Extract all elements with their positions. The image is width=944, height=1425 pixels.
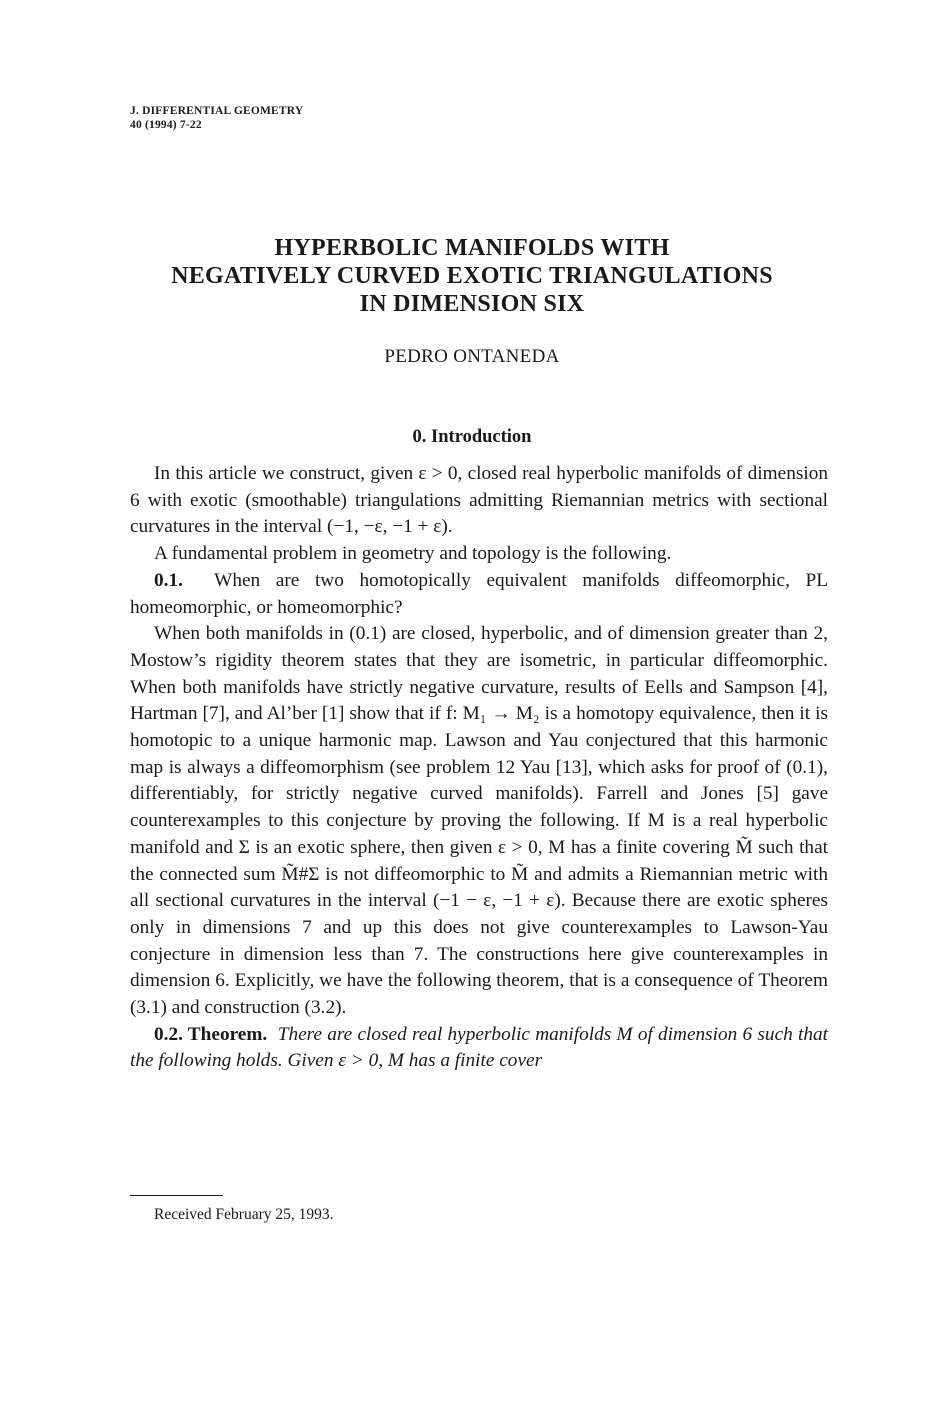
- paragraph-intro: In this article we construct, given ε > 0, closed real hyperbolic manifolds of dimension 6 with exotic (smoothable) triangulations admitting Riemannian metrics with sectional curvatures in the interval (−1, −ε, −1 + ε).: [130, 463, 828, 538]
- paragraph-background: When both manifolds in (0.1) are closed, hyperbolic, and of dimension greater than 2, Mostow’s rigidity theorem states that they are isometric, in particular diffeomorphic. When both manifolds have strictly negative curvature, results of Eells and Sampson [4], Hartman [7], and Al’ber [1] show that if f: M₁ → M₂ is a homotopy equivalence, then it is homotopic to a unique harmonic map. Lawson and Yau conjectured that this harmonic map is always a diffeomorphism (see problem 12 Yau [13], which asks for proof of (0.1), differentiably, for strictly negative curved manifolds). Farrell and Jones [5] gave counterexamples to this conjecture by proving the following. If M is a real hyperbolic manifold and Σ is an exotic sphere, then given ε > 0, M has a finite covering M̃ such that the connected sum M̃#Σ is not diffeomorphic to M̃ and admits a Riemannian metric with all sectional curvatures in the interval (−1 − ε, −1 + ε). Because there are exotic spheres only in dimensions 7 and up this does not give counterexamples to Lawson-Yau conjecture in dimension less than 7. The constructions here give counterexamples in dimension 6. Explicitly, we have the following theorem, that is a consequence of Theorem (3.1) and construction (3.2).: [130, 623, 828, 1019]
- theorem-label: 0.2. Theorem.: [154, 1023, 268, 1045]
- section-heading: 0. Introduction: [412, 427, 532, 447]
- question-label: 0.1.: [154, 569, 183, 591]
- theorem-text: There are closed real hyperbolic manifolds M of dimension 6 such that the following holds. Given ε > 0, M has a finite cover: [130, 1023, 829, 1072]
- body-text: [130, 461, 828, 1075]
- title-line-1: HYPERBOLIC MANIFOLDS WITH: [274, 235, 670, 261]
- received-footnote: Received February 25, 1993.: [154, 1206, 334, 1223]
- footnote-rule: [130, 1195, 223, 1196]
- title-line-2: NEGATIVELY CURVED EXOTIC TRIANGULATIONS: [171, 263, 773, 289]
- journal-name: J. DIFFERENTIAL GEOMETRY: [130, 105, 304, 117]
- journal-header: [130, 104, 303, 132]
- paper-title: [100, 234, 844, 318]
- question-text: When are two homotopically equivalent manifolds diffeomorphic, PL homeomorphic, or homeomorphic?: [130, 569, 829, 618]
- paragraph-theorem: [130, 1022, 828, 1075]
- title-line-3: IN DIMENSION SIX: [359, 291, 585, 317]
- paragraph-question: [130, 568, 828, 621]
- paragraph-problem: A fundamental problem in geometry and topology is the following.: [154, 543, 672, 565]
- author-name: PEDRO ONTANEDA: [384, 346, 560, 367]
- volume-info: 40 (1994) 7-22: [130, 119, 202, 131]
